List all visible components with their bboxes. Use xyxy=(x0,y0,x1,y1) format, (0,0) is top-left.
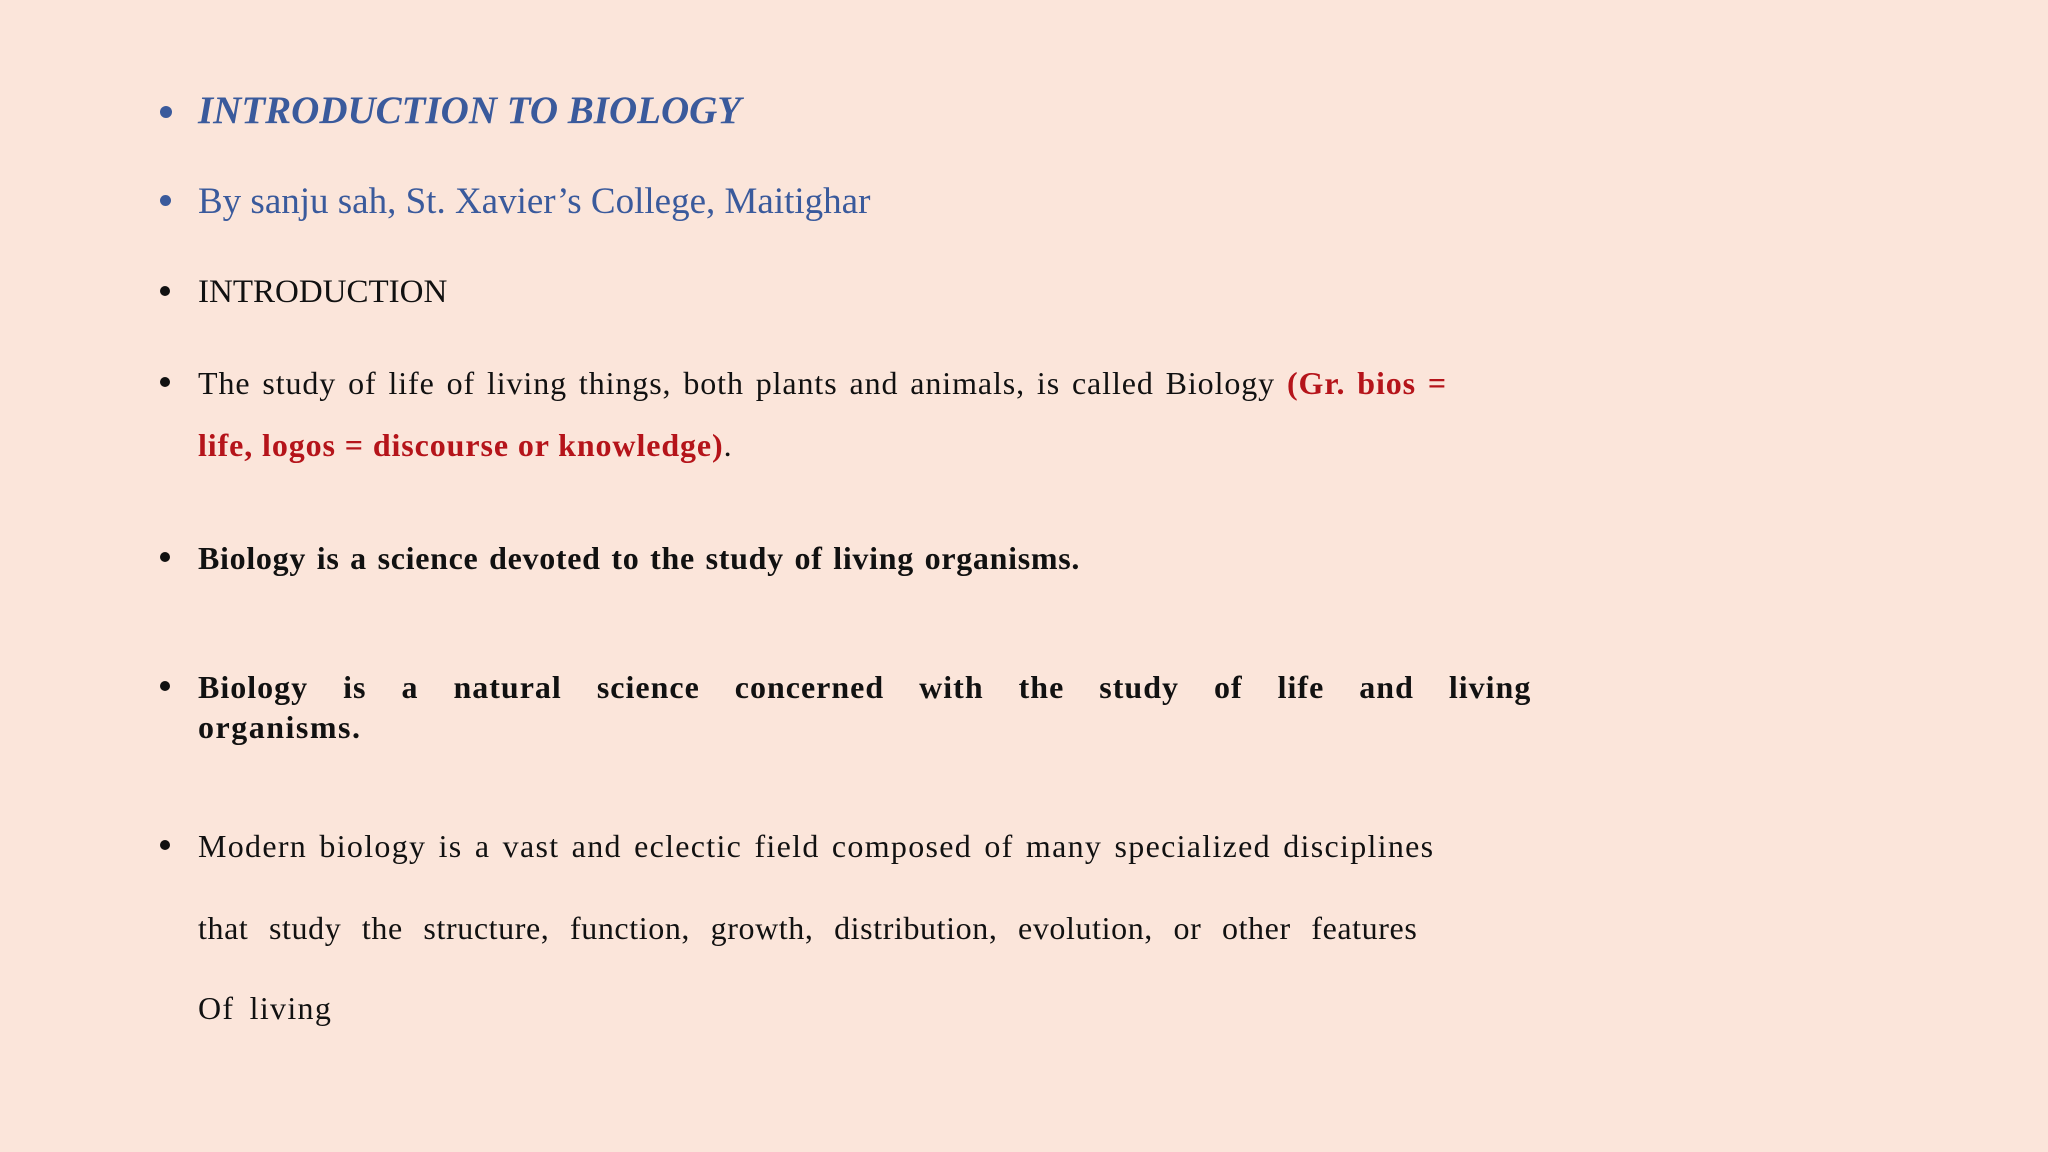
etymology-text: (Gr. bios = xyxy=(1286,365,1448,401)
author-byline: By sanju sah, St. Xavier’s College, Maitighar xyxy=(198,181,871,222)
bullet-dot-icon xyxy=(160,840,170,850)
modern-biology-line-2: that study the structure, function, growth, distribution, evolution, or other features xyxy=(198,910,1418,946)
natural-science-line-2: organisms. xyxy=(198,709,362,745)
definition-plain-text: The study of life of living things, both plants and animals, is called Biology xyxy=(198,365,1287,401)
science-statement: Biology is a science devoted to the study of living organisms. xyxy=(198,540,1081,576)
bullet-dot-icon xyxy=(160,286,170,296)
section-heading: INTRODUCTION xyxy=(198,274,448,310)
bullet-dot-icon xyxy=(160,106,172,118)
definition-period: . xyxy=(723,427,733,463)
natural-science-line-1: Biology is a natural science concerned with the study of life and living xyxy=(198,669,1532,705)
bullet-dot-icon xyxy=(160,195,171,206)
definition-line-2 xyxy=(198,427,733,464)
slide-title: INTRODUCTION TO BIOLOGY xyxy=(198,89,742,132)
modern-biology-line-3: Of living xyxy=(198,990,333,1026)
modern-biology-line-1: Modern biology is a vast and eclectic field composed of many specialized disciplines xyxy=(198,828,1435,864)
definition-line-1 xyxy=(198,365,1447,402)
bullet-dot-icon xyxy=(160,681,170,691)
etymology-text-continued: life, logos = discourse or knowledge) xyxy=(198,427,724,463)
bullet-dot-icon xyxy=(160,552,170,562)
bullet-dot-icon xyxy=(160,377,170,387)
